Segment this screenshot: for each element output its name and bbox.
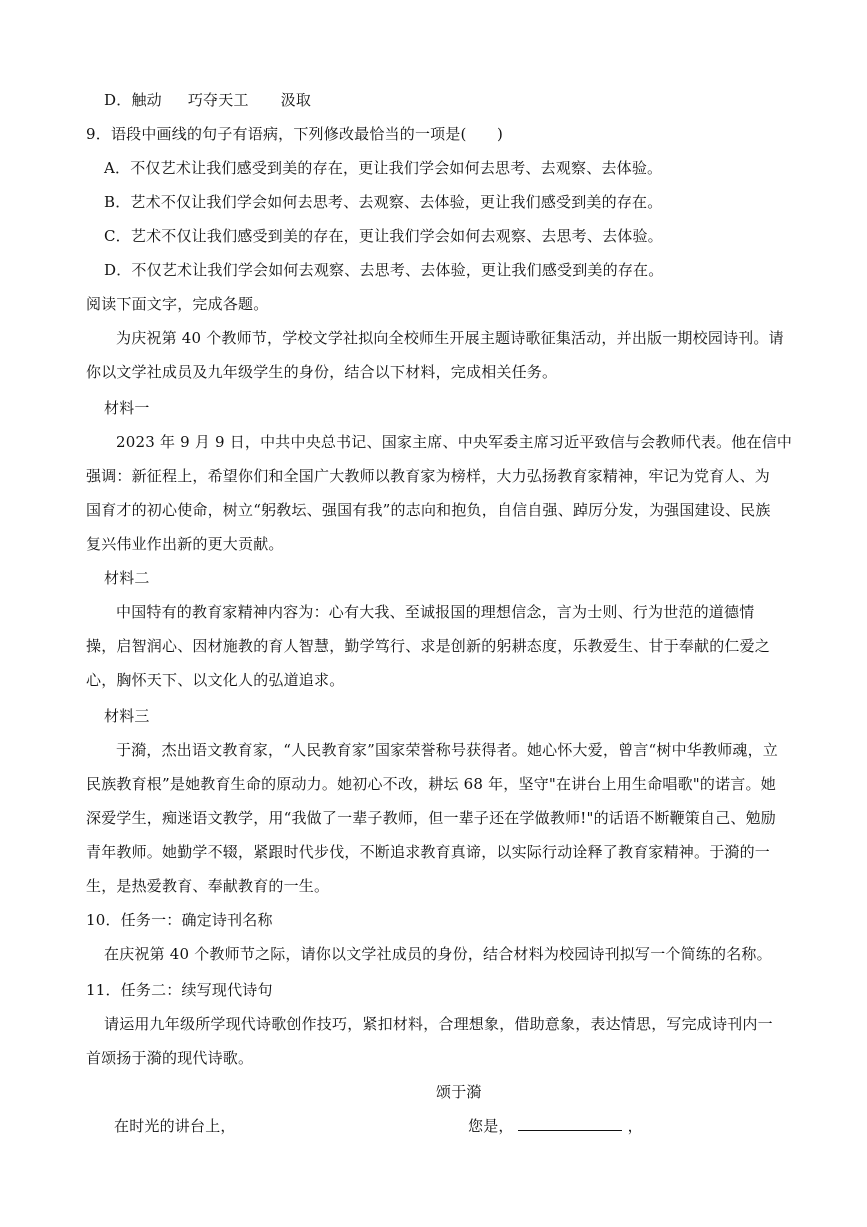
material1-line-3: 国育才的初心使命，树立“躬敎坛、强国有我”的志向和抱负，自信自强、踔厉分发，为强国建设、民族 xyxy=(86,501,771,519)
poem-line-suffix: ， xyxy=(627,1117,643,1135)
material1-line-1: 2023 年 9 月 9 日，中共中央总书记、国家主席、中央军委主席习近平致信与会教师代表。他在信中 xyxy=(116,433,793,451)
q10-title: 10．任务一：确定诗刊名称 xyxy=(86,911,273,929)
material3-title: 材料三 xyxy=(104,707,150,725)
q9-option-d: D．不仅艺术让我们学会如何去观察、去思考、去体验，更让我们感受到美的存在。 xyxy=(104,261,664,279)
q11-line-2: 首颂扬于漪的现代诗歌。 xyxy=(86,1049,254,1067)
option-word-3: 汲取 xyxy=(280,91,312,109)
intro-line-1: 为庆祝第 40 个教师节，学校文学社拟向全校师生开展主题诗歌征集活动，并出版一期校园诗刊。请 xyxy=(116,329,784,347)
material3-line-5: 生，是热爱教育、奉献教育的一生。 xyxy=(86,877,330,895)
poem-line-right xyxy=(468,1116,643,1136)
material2-line-2: 操，启智润心、因材施教的育人智慧，勤学笃行、求是创新的躬耕态度，乐教爱生、甘于奉献的仁爱之 xyxy=(86,637,771,655)
material3-line-1: 于漪，杰出语文教育家，“人民教育家”国家荣誉称号获得者。她心怀大爱，曾言“树中华教师魂，立 xyxy=(116,741,779,759)
q9-stem: 9．语段中画线的句子有语病，下列修改最恰当的一项是( ) xyxy=(86,125,504,143)
material3-line-2: 民族教育根”是她教育生命的原动力。她初心不改，耕坛 68 年，坚守"在讲台上用生命唱歌"的诺言。她 xyxy=(86,775,776,793)
option-word-1: 触动 xyxy=(131,91,162,109)
q9-option-b: B．艺术不仅让我们学会如何去思考、去观察、去体验，更让我们感受到美的存在。 xyxy=(104,193,663,211)
q11-title: 11．任务二：续写现代诗句 xyxy=(86,981,273,999)
material3-line-4: 青年教师。她勤学不辍，紧跟时代步伐，不断追求教育真谛，以实际行动诠释了教育家精神。于漪的一 xyxy=(86,843,771,861)
poem-line-prefix: 您是， xyxy=(468,1117,514,1135)
option-letter: D． xyxy=(104,91,132,109)
intro-line-2: 你以文学社成员及九年级学生的身份，结合以下材料，完成相关任务。 xyxy=(86,363,558,381)
material2-line-1: 中国特有的教育家精神内容为：心有大我、至诚报国的理想信念，言为士则、行为世范的道德情 xyxy=(116,603,755,621)
q10-text: 在庆祝第 40 个教师节之际，请你以文学社成员的身份，结合材料为校园诗刊拟写一个简练的名称。 xyxy=(104,945,772,963)
material3-line-3: 深爱学生，痴迷语文教学，用“我做了一辈子教师，但一辈子还在学做教师!"的话语不断鞭策自己、勉励 xyxy=(86,809,777,827)
q8-option-d xyxy=(104,90,311,110)
material1-title: 材料一 xyxy=(104,399,150,417)
q9-option-c: C．艺术不仅让我们感受到美的存在，更让我们学会如何去观察、去思考、去体验。 xyxy=(104,227,663,245)
reading-instruction: 阅读下面文字，完成各题。 xyxy=(86,295,269,313)
material1-line-2: 强调：新征程上，希望你们和全国广大教师以教育家为榜样，大力弘扬教育家精神，牢记为党育人、为 xyxy=(86,467,771,485)
material1-line-4: 复兴伟业作出新的更大贡献。 xyxy=(86,535,284,553)
q11-line-1: 请运用九年级所学现代诗歌创作技巧，紧扣材料，合理想象，借助意象，表达情思，写完成诗刊内一 xyxy=(104,1015,773,1033)
material2-line-3: 心，胸怀天下、以文化人的弘道追求。 xyxy=(86,671,345,689)
poem-title: 颂于漪 xyxy=(436,1083,482,1101)
option-word-2: 巧夺天工 xyxy=(187,91,249,109)
answer-blank[interactable] xyxy=(518,1116,622,1131)
material2-title: 材料二 xyxy=(104,569,150,587)
q9-option-a: A．不仅艺术让我们感受到美的存在，更让我们学会如何去思考、去观察、去体验。 xyxy=(104,159,663,177)
poem-line-left: 在时光的讲台上， xyxy=(114,1117,236,1135)
